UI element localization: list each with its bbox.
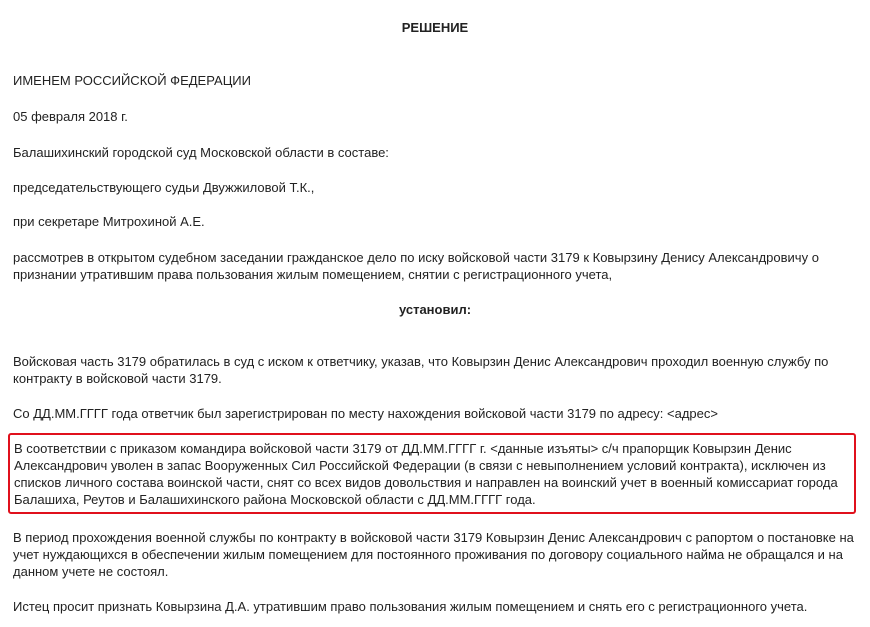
paragraph-judge: председательствующего судьи Двужжиловой Т.К.,: [13, 180, 315, 195]
body-paragraph-registration: Со ДД.ММ.ГГГГ года ответчик был зарегистрирован по месту нахождения войсковой части 3179 по адресу: <адрес>: [13, 406, 718, 421]
body-paragraph-housing: В период прохождения военной службы по контракту в войсковой части 3179 Ковырзин Денис Александрович с рапортом о постановке на учет нуждающихся в обеспечении жилым помещением для постоянного проживания по договору социального найма не обращался и на данном учете не состоял.: [13, 530, 854, 579]
body-paragraph-request: Истец просит признать Ковырзина Д.А. утратившим право пользования жилым помещением и снять его с регистрационного учета.: [13, 599, 808, 614]
document-title: РЕШЕНИЕ: [401, 20, 469, 35]
paragraph-secretary: при секретаре Митрохиной А.Е.: [13, 214, 205, 229]
highlighted-paragraph-box: [8, 433, 856, 514]
paragraph-court: Балашихинский городской суд Московской области в составе:: [13, 145, 389, 160]
paragraph-date: 05 февраля 2018 г.: [13, 109, 128, 124]
body-paragraph-claim: Войсковая часть 3179 обратилась в суд с иском к ответчику, указав, что Ковырзин Денис Александрович проходил военную службу по контракту в войсковой части 3179.: [13, 354, 829, 386]
body-paragraph-dismissal: В соответствии с приказом командира войсковой части 3179 от ДД.ММ.ГГГГ г. <данные изъяты> с/ч прапорщик Ковырзин Денис Александрович уволен в запас Вооруженных Сил Российской Федерации (в связи с невыполнением условий контракта), исключен из списков личного состава воинской части, снят со всех видов довольствия и направлен на воинский учет в военный комиссариат города Балашиха, Реутов и Балашихинского района Московской области с ДД.ММ.ГГГГ года.: [14, 441, 838, 507]
paragraph-in-the-name: ИМЕНЕМ РОССИЙСКОЙ ФЕДЕРАЦИИ: [13, 73, 251, 88]
paragraph-case-description: рассмотрев в открытом судебном заседании гражданское дело по иску войсковой части 3179 к Ковырзину Денису Александровичу о признании утратившим права пользования жилым помещением, снятии с регистрационного учета,: [13, 250, 819, 282]
section-heading-established: установил:: [398, 302, 472, 317]
